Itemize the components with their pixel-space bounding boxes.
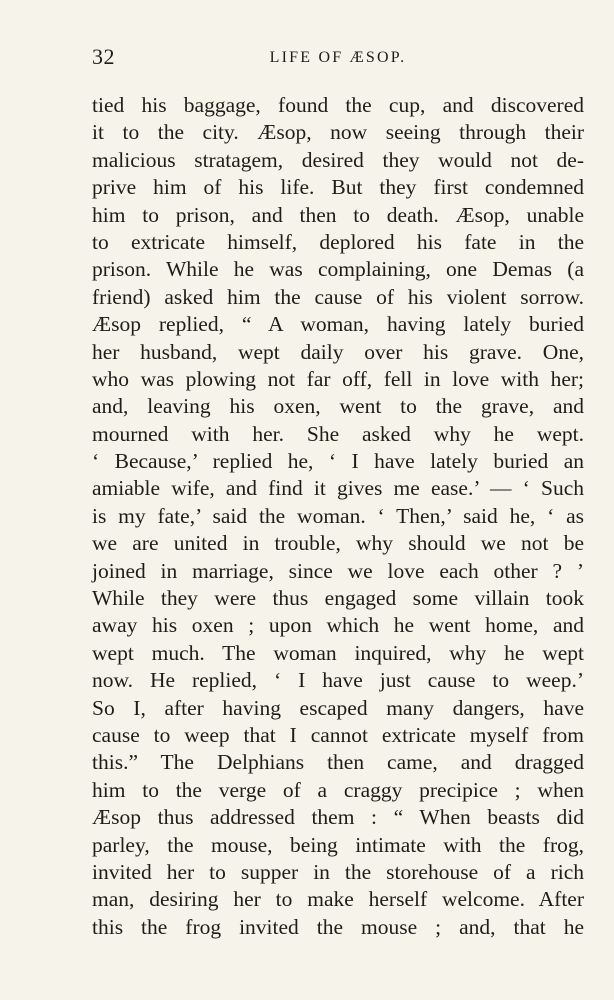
text-line: While they were thus engaged some villain took bbox=[92, 586, 584, 611]
text-line: him to the verge of a craggy precipice ; when bbox=[92, 777, 584, 802]
text-line: friend) asked him the cause of his violent sorrow. bbox=[92, 284, 584, 309]
text-line: man, desiring her to make herself welcome. After bbox=[92, 887, 584, 912]
text-line: So I, after having escaped many dangers, have bbox=[92, 695, 584, 720]
body-text bbox=[92, 92, 584, 941]
text-line: invited her to supper in the storehouse of a rich bbox=[92, 859, 584, 884]
text-line: wept much. The woman inquired, why he wept bbox=[92, 640, 584, 665]
text-line: prison. While he was complaining, one Demas (a bbox=[92, 257, 584, 282]
text-line: him to prison, and then to death. Æsop, unable bbox=[92, 202, 584, 227]
text-line: mourned with her. She asked why he wept. bbox=[92, 421, 584, 446]
text-line: is my fate,’ said the woman. ‘ Then,’ said he, ‘ as bbox=[92, 503, 584, 528]
text-line: Æsop replied, “ A woman, having lately buried bbox=[92, 312, 584, 337]
text-line: tied his baggage, found the cup, and discovered bbox=[92, 93, 584, 117]
text-line: ‘ Because,’ replied he, ‘ I have lately buried an bbox=[92, 449, 584, 474]
text-line: parley, the mouse, being intimate with the frog, bbox=[92, 832, 584, 857]
text-line: her husband, wept daily over his grave. One, bbox=[92, 339, 584, 364]
text-line: to extricate himself, deplored his fate in the bbox=[92, 229, 584, 254]
text-line: and, leaving his oxen, went to the grave, and bbox=[92, 394, 584, 419]
running-head: LIFE OF ÆSOP. bbox=[269, 49, 407, 66]
text-line: malicious stratagem, desired they would not de- bbox=[92, 147, 584, 172]
page-number: 32 bbox=[92, 44, 115, 69]
text-line: who was plowing not far off, fell in love with her; bbox=[92, 366, 584, 391]
text-line: now. He replied, ‘ I have just cause to weep.’ bbox=[92, 668, 584, 693]
text-line: prive him of his life. But they first condemned bbox=[92, 175, 584, 200]
text-line: it to the city. Æsop, now seeing through their bbox=[92, 120, 584, 145]
text-line: amiable wife, and find it gives me ease.’ — ‘ Such bbox=[92, 476, 584, 501]
text-line: away his oxen ; upon which he went home, and bbox=[92, 613, 584, 638]
page-header bbox=[92, 44, 584, 74]
text-line: we are united in trouble, why should we not be bbox=[92, 531, 584, 556]
text-line: this the frog invited the mouse ; and, that he bbox=[92, 914, 584, 939]
text-line: Æsop thus addressed them : “ When beasts did bbox=[92, 805, 584, 830]
text-line: joined in marriage, since we love each other ? ’ bbox=[92, 558, 584, 583]
text-line: this.” The Delphians then came, and dragged bbox=[92, 750, 584, 775]
text-line: cause to weep that I cannot extricate myself from bbox=[92, 722, 584, 747]
